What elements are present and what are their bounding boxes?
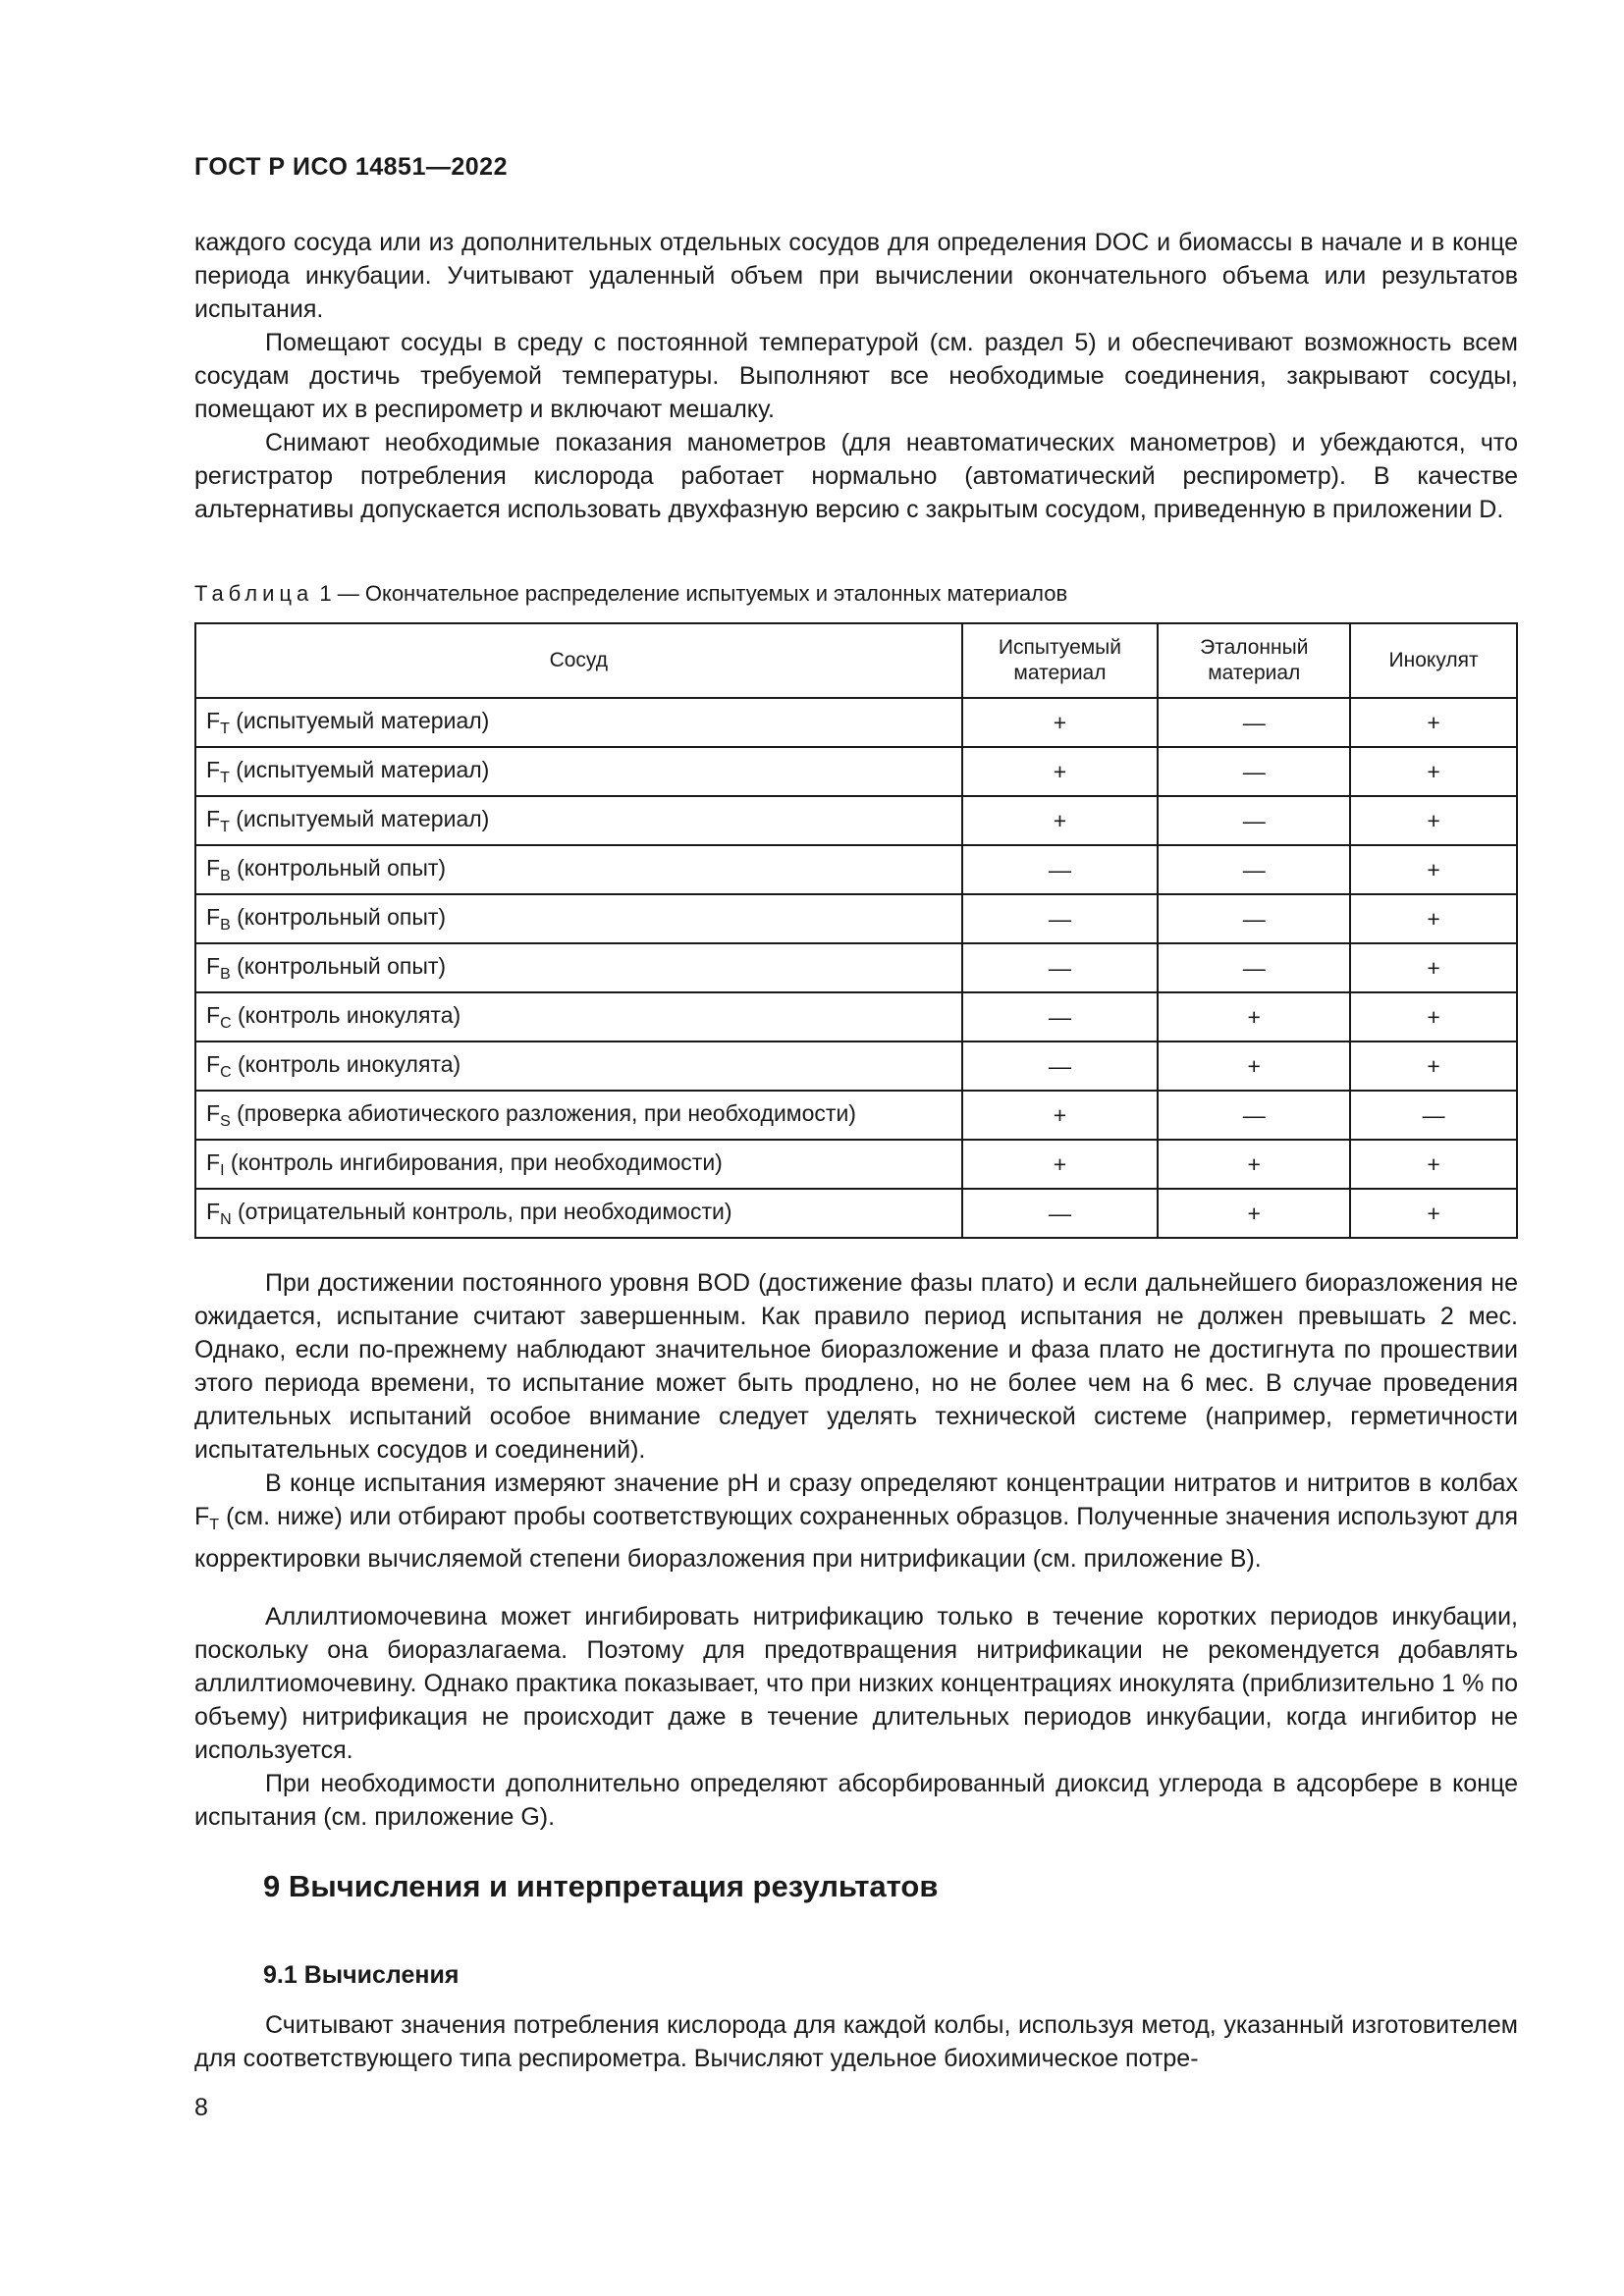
- inoculum-cell: +: [1350, 796, 1517, 845]
- table-header-row: [195, 623, 1517, 698]
- test-material-cell: +: [962, 796, 1159, 845]
- table-row: [195, 747, 1517, 796]
- paragraph-continuation: каждого сосуда или из дополнительных отдельных сосудов для определения DOC и биомассы в начале и в конце периода инкубации. Учитывают удаленный объем при вычислении окончательного объема или результатов испытания.: [194, 229, 1518, 323]
- inoculum-cell: +: [1350, 1140, 1517, 1189]
- paragraph-ph-measurement: В конце испытания измеряют значение pH и сразу определяют концентрации нитратов и нитритов в колбах $F_T$ (см. ниже) или отбирают пробы соответствующих сохраненных образцов. Полученные значения используют для корректировки вычисляемой степени биоразложения при нитрификации (см. приложение B).: [194, 1469, 1518, 1573]
- table-row: [195, 1189, 1517, 1238]
- inoculum-cell: +: [1350, 894, 1517, 943]
- inoculum-cell: +: [1350, 698, 1517, 747]
- test-material-cell: +: [962, 747, 1159, 796]
- paragraph-manometer-readings: Снимают необходимые показания манометров (для неавтоматических манометров) и убеждаются, что регистратор потребления кислорода работает нормально (автоматический респирометр). В качестве альтернативы допускается использовать двухфазную версию с закрытым сосудом, приведенную в приложении D.: [194, 429, 1518, 523]
- paragraph-vessels-placement: Помещают сосуды в среду с постоянной температурой (см. раздел 5) и обеспечивают возможность всем сосудам достичь требуемой температуры. Выполняют все необходимые соединения, закрывают сосуды, помещают их в респирометр и включают мешалку.: [194, 329, 1518, 423]
- test-material-cell: —: [962, 845, 1159, 894]
- table-row: [195, 845, 1517, 894]
- reference-material-cell: —: [1158, 747, 1350, 796]
- reference-material-cell: —: [1158, 845, 1350, 894]
- test-material-cell: —: [962, 943, 1159, 992]
- reference-material-cell: —: [1158, 943, 1350, 992]
- vessel-cell: $F_I$ (контроль ингибирования, при необходимости): [195, 1140, 962, 1189]
- section-title: 9 Вычисления и интерпретация результатов: [263, 1869, 939, 1903]
- inoculum-cell: +: [1350, 1041, 1517, 1091]
- test-material-cell: —: [962, 1041, 1159, 1091]
- inoculum-cell: —: [1350, 1091, 1517, 1140]
- document-header: ГОСТ Р ИСО 14851—2022: [194, 153, 508, 181]
- vessel-cell: $F_C$ (контроль инокулята): [195, 1041, 962, 1091]
- paragraph-allylthiourea: Аллилтиомочевина может ингибировать нитрификацию только в течение коротких периодов инкубации, поскольку она биоразлагаема. Поэтому для предотвращения нитрификации не рекомендуется добавлять аллилтиомочевину. Однако практика показывает, что при низких концентрациях инокулята (приблизительно 1 % по объему) нитрификация не происходит даже в течение длительных периодов инкубации, когда ингибитор не используется.: [194, 1603, 1518, 1764]
- table-row: [195, 796, 1517, 845]
- table-row: [195, 894, 1517, 943]
- vessel-cell: $F_B$ (контрольный опыт): [195, 943, 962, 992]
- vessel-cell: $F_T$ (испытуемый материал): [195, 796, 962, 845]
- column-header-vessel: Сосуд: [195, 623, 962, 698]
- table-row: [195, 1140, 1517, 1189]
- page-number: 8: [194, 2094, 208, 2121]
- table-row: [195, 1091, 1517, 1140]
- subsection-title: 9.1 Вычисления: [263, 1961, 460, 1989]
- paragraph-carbon-dioxide: При необходимости дополнительно определяют абсорбированный диоксид углерода в адсорбере в конце испытания (см. приложение G).: [194, 1770, 1518, 1831]
- table-caption: [194, 581, 1067, 607]
- vessel-cell: $F_C$ (контроль инокулята): [195, 992, 962, 1041]
- vessel-cell: $F_T$ (испытуемый материал): [195, 698, 962, 747]
- column-header-test-material: Испытуемый материал: [962, 623, 1159, 698]
- reference-material-cell: —: [1158, 698, 1350, 747]
- inoculum-cell: +: [1350, 1189, 1517, 1238]
- test-material-cell: +: [962, 1091, 1159, 1140]
- reference-material-cell: —: [1158, 796, 1350, 845]
- paragraph-oxygen-readings: Считывают значения потребления кислорода для каждой колбы, используя метод, указанный изготовителем для соответствующего типа респирометра. Вычисляют удельное биохимическое потре-: [194, 2011, 1518, 2072]
- reference-material-cell: +: [1158, 1041, 1350, 1091]
- reference-material-cell: —: [1158, 894, 1350, 943]
- inoculum-cell: +: [1350, 943, 1517, 992]
- column-header-reference-material: Эталонный материал: [1158, 623, 1350, 698]
- distribution-table: [194, 622, 1518, 1239]
- reference-material-cell: +: [1158, 992, 1350, 1041]
- inoculum-cell: +: [1350, 992, 1517, 1041]
- reference-material-cell: +: [1158, 1189, 1350, 1238]
- inoculum-cell: +: [1350, 747, 1517, 796]
- reference-material-cell: +: [1158, 1140, 1350, 1189]
- test-material-cell: —: [962, 1189, 1159, 1238]
- table-caption-text: 1 — Окончательное распределение испытуемых и эталонных материалов: [313, 581, 1068, 606]
- table-row: [195, 698, 1517, 747]
- table-row: [195, 943, 1517, 992]
- table-caption-label: Таблица: [194, 581, 314, 606]
- vessel-cell: $F_S$ (проверка абиотического разложения, при необходимости): [195, 1091, 962, 1140]
- column-header-inoculum: Инокулят: [1350, 623, 1517, 698]
- test-material-cell: +: [962, 1140, 1159, 1189]
- table-row: [195, 992, 1517, 1041]
- paragraph-test-completion: При достижении постоянного уровня BOD (достижение фазы плато) и если дальнейшего биоразложения не ожидается, испытание считают завершенным. Как правило период испытания не должен превышать 2 мес. Однако, если по-прежнему наблюдают значительное биоразложение и фаза плато не достигнута по прошествии этого периода времени, то испытание может быть продлено, но не более чем на 6 мес. В случае проведения длительных испытаний особое внимание следует уделять технической системе (например, герметичности испытательных сосудов и соединений).: [194, 1269, 1518, 1464]
- vessel-cell: $F_N$ (отрицательный контроль, при необходимости): [195, 1189, 962, 1238]
- vessel-cell: $F_B$ (контрольный опыт): [195, 894, 962, 943]
- table-row: [195, 1041, 1517, 1091]
- vessel-cell: $F_T$ (испытуемый материал): [195, 747, 962, 796]
- inoculum-cell: +: [1350, 845, 1517, 894]
- vessel-cell: $F_B$ (контрольный опыт): [195, 845, 962, 894]
- test-material-cell: —: [962, 992, 1159, 1041]
- test-material-cell: —: [962, 894, 1159, 943]
- reference-material-cell: —: [1158, 1091, 1350, 1140]
- test-material-cell: +: [962, 698, 1159, 747]
